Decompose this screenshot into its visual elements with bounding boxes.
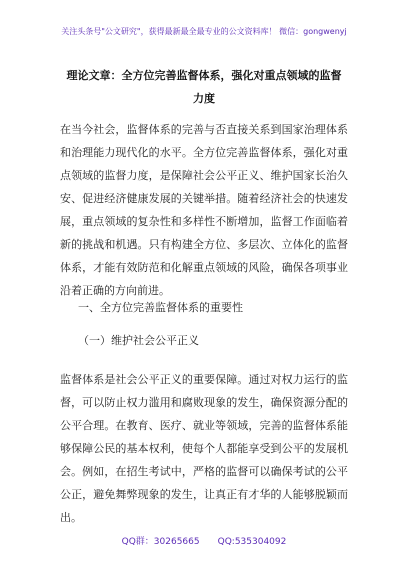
body-paragraph-2: 监督体系是社会公平正义的重要保障。通过对权力运行的监督，可以防止权力滥用和腐败现象的发生，确保资源分配的公平合理。在教育、医疗、就业等领域，完善的监督体系能够保障公民的基本权利，使每个人都能享受到公平的发展机会。例如，在招生考试中，严格的监督可以确保考试的公平公正，避免舞弊现象的发生，让真正有才华的人能够脱颖而出。 [60, 373, 348, 524]
qq-group-number: 30265665 [153, 537, 200, 547]
qq-number: 535304092 [234, 537, 287, 547]
subsection-heading-1: （一）维护社会公平正义 [78, 334, 199, 347]
intro-paragraph: 在当今社会，监督体系的完善与否直接关系到国家治理体系和治理能力现代化的水平。全方位完善监督体系，强化对重点领域的监督力度，是保障社会公平正义、维护国家长治久安、促进经济健康发展的关键举措。随着经济社会的快速发展，重点领域的复杂性和多样性不断增加，监督工作面临着新的挑战和机遇。只有构建全方位、多层次、立体化的监督体系，才能有效防范和化解重点领域的风险，确保各项事业沿着正确的方向前进。 [60, 123, 348, 297]
qq-label: QQ: [217, 537, 235, 547]
article-title [50, 64, 358, 110]
footer-contact [0, 534, 408, 547]
qq-group-label: QQ群： [121, 537, 154, 547]
article-title-line-2: 力度 [193, 92, 215, 105]
header-promo-note: 关注头条号"公文研究"，获得最新最全最专业的公文资料库！ 微信：gongwenyj [61, 27, 347, 36]
article-title-line-1: 理论文章：全方位完善监督体系，强化对重点领域的监督 [66, 69, 342, 82]
section-heading-1: 一、全方位完善监督体系的重要性 [78, 301, 243, 314]
